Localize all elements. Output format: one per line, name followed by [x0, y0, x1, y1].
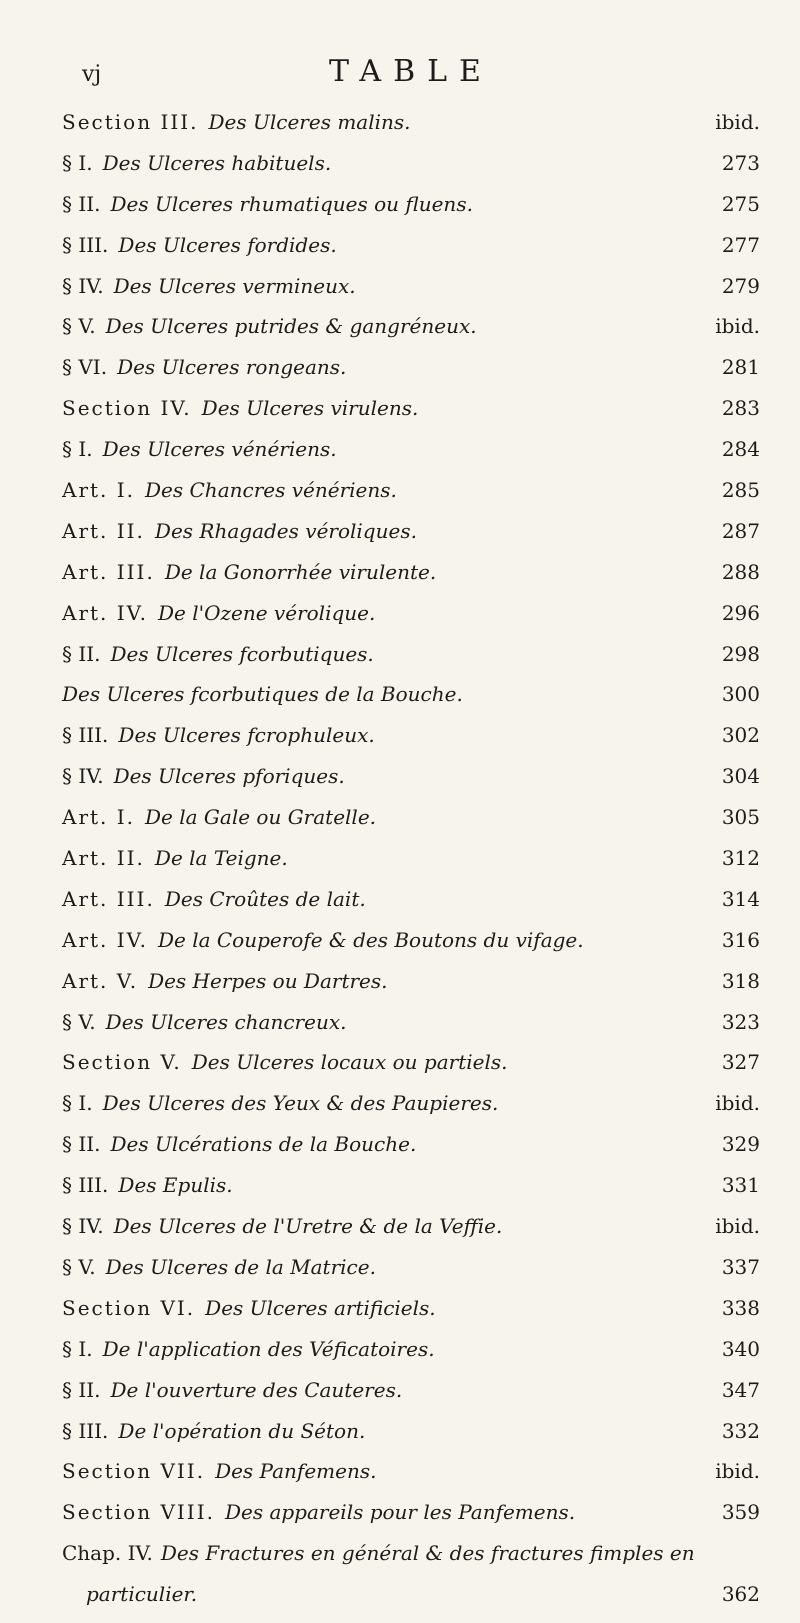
toc-entry [62, 928, 760, 969]
toc-entry [62, 355, 760, 396]
entry-label: Section VI. [62, 1295, 196, 1320]
entry-title: De la Teigne. [154, 846, 288, 871]
entry-label: Art. I. [62, 805, 136, 830]
entry-title: Des Ulceres habituels. [102, 150, 332, 175]
entry-page-number: 304 [721, 764, 760, 789]
entry-label: Section III. [62, 110, 199, 134]
entry-page-number: 314 [721, 886, 760, 911]
toc-entry [62, 846, 760, 887]
entry-title: Des Chancres vénériens. [145, 478, 397, 503]
entry-page-number: 283 [721, 396, 760, 421]
entry-title: De l'application des Véficatoires. [102, 1336, 435, 1361]
toc-entry [62, 1459, 760, 1500]
toc-entry [62, 1050, 760, 1091]
entry-label: Art. II. [62, 846, 145, 871]
entry-title: Des Ulceres locaux ou partiels. [191, 1050, 508, 1075]
entry-label: § I. [62, 1336, 93, 1361]
entry-label: § II. [62, 191, 101, 216]
entry-title: Des Ulceres virulens. [201, 396, 419, 421]
entry-page-number: 300 [721, 682, 760, 707]
entry-page-number: 323 [721, 1009, 760, 1034]
entry-page-number: 273 [721, 150, 760, 175]
entry-title: De la Gale ou Gratelle. [145, 805, 377, 830]
entry-title: Des Herpes ou Dartres. [148, 968, 388, 993]
page-header [62, 52, 760, 100]
entry-title: De l'Ozene vérolique. [157, 600, 376, 625]
entry-label: Art. V. [62, 968, 139, 993]
entry-label: Chap. IV. [62, 1541, 153, 1566]
entry-label: Art. IV. [62, 927, 148, 952]
entry-label: § III. [62, 723, 109, 748]
toc-entry [62, 1378, 760, 1419]
entry-title: De l'ouverture des Cauteres. [110, 1377, 403, 1402]
entry-page-number: 298 [721, 641, 760, 666]
running-title: TABLE [329, 54, 493, 89]
toc-entry [62, 1173, 760, 1214]
entry-title: Des Rhagades véroliques. [154, 518, 417, 543]
toc-entry [62, 642, 760, 683]
entry-page-number: 279 [721, 273, 760, 298]
entry-page-number: 305 [721, 805, 760, 830]
entry-title: Des Ulceres des Yeux & des Paupieres. [102, 1091, 499, 1116]
entry-title: Des Ulceres vermineux. [113, 273, 356, 298]
entry-page-number: 332 [721, 1418, 760, 1443]
entry-label: § V. [62, 314, 96, 339]
entry-title: Des Panfemens. [215, 1459, 377, 1484]
toc-entry [62, 274, 760, 315]
entry-page-number: 327 [721, 1050, 760, 1075]
entry-label: § IV. [62, 764, 104, 789]
toc-entry [62, 560, 760, 601]
toc-entry [62, 805, 760, 846]
entry-title: De la Gonorrhée virulente. [164, 559, 437, 584]
entry-label: Section V. [62, 1050, 182, 1075]
toc-entry [62, 437, 760, 478]
entry-page-number: 296 [721, 600, 760, 625]
toc-entry [62, 601, 760, 642]
toc-entry [62, 478, 760, 519]
toc-entry [62, 887, 760, 928]
entry-page-number: 331 [721, 1173, 760, 1198]
entry-label: Section VIII. [62, 1500, 215, 1525]
entry-label: § III. [62, 1173, 109, 1198]
entry-page-number: 287 [721, 518, 760, 543]
toc-entry [62, 110, 760, 151]
toc-entry-chapter-iv [62, 1541, 760, 1623]
entry-label: § IV. [62, 273, 104, 298]
entry-page-number: 316 [721, 927, 760, 952]
entry-title: Des Croûtes de lait. [164, 886, 366, 911]
entry-label: § II. [62, 641, 101, 666]
entry-title: Des appareils pour les Panfemens. [224, 1500, 576, 1525]
toc-entry [62, 396, 760, 437]
entry-label: § III. [62, 1418, 109, 1443]
toc-entry [62, 233, 760, 274]
table-of-contents [62, 110, 760, 1541]
entry-page-number: ibid. [715, 1214, 760, 1239]
entry-label: § V. [62, 1009, 96, 1034]
toc-entry [62, 1419, 760, 1460]
entry-page-number: ibid. [715, 1459, 760, 1484]
entry-label: Section VII. [62, 1459, 206, 1484]
toc-entry [62, 764, 760, 805]
entry-label: Art. I. [62, 478, 136, 503]
entry-title: Des Ulceres malins. [208, 110, 411, 134]
entry-page-number: 362 [721, 1582, 760, 1607]
entry-page-number: 302 [721, 723, 760, 748]
entry-page-number: 275 [721, 191, 760, 216]
toc-entry [62, 723, 760, 764]
entry-page-number: 340 [721, 1336, 760, 1361]
entry-label: Section IV. [62, 396, 192, 421]
entry-page-number: 312 [721, 846, 760, 871]
entry-page-number: 338 [721, 1295, 760, 1320]
entry-label: Art. II. [62, 518, 145, 543]
entry-title: Des Ulceres pforiques. [113, 764, 345, 789]
entry-label: § I. [62, 437, 93, 462]
entry-page-number: 359 [721, 1500, 760, 1525]
entry-page-number: 285 [721, 478, 760, 503]
entry-page-number: 288 [721, 559, 760, 584]
entry-page-number: 337 [721, 1254, 760, 1279]
toc-entry [62, 1010, 760, 1051]
entry-label: Art. IV. [62, 600, 148, 625]
entry-page-number: ibid. [715, 1091, 760, 1116]
folio-number: vj [82, 62, 102, 87]
entry-page-number: 281 [721, 355, 760, 380]
toc-entry [62, 192, 760, 233]
entry-title: Des Fractures en général & des fractures fimples en [160, 1541, 695, 1566]
entry-label: Art. III. [62, 886, 155, 911]
entry-page-number: 284 [721, 437, 760, 462]
toc-entry [62, 1214, 760, 1255]
entry-label: § I. [62, 1091, 93, 1116]
toc-entry [62, 682, 760, 723]
entry-title: De l'opération du Séton. [118, 1418, 366, 1443]
toc-entry [62, 314, 760, 355]
entry-label: § IV. [62, 1214, 104, 1239]
entry-page-number: ibid. [715, 110, 760, 134]
entry-title: De la Couperofe & des Boutons du vifage. [157, 927, 584, 952]
toc-entry [62, 519, 760, 560]
entry-title: Des Ulceres fcrophuleux. [118, 723, 375, 748]
entry-title: Des Ulceres rongeans. [117, 355, 347, 380]
entry-page-number: 329 [721, 1132, 760, 1157]
entry-label: § V. [62, 1254, 96, 1279]
entry-label: Art. III. [62, 559, 155, 584]
entry-title: Des Ulceres de la Matrice. [105, 1254, 376, 1279]
entry-title: Des Ulceres vénériens. [102, 437, 337, 462]
toc-entry [62, 969, 760, 1010]
entry-title: Des Ulceres fordides. [118, 232, 337, 257]
toc-entry [62, 1296, 760, 1337]
entry-title: Des Ulceres de l'Uretre & de la Veffie. [113, 1214, 503, 1239]
entry-label: § II. [62, 1377, 101, 1402]
toc-entry [62, 1255, 760, 1296]
toc-entry [62, 1337, 760, 1378]
entry-title: Des Ulcérations de la Bouche. [110, 1132, 417, 1157]
entry-title: Des Ulceres putrides & gangréneux. [105, 314, 477, 339]
entry-page-number: 277 [721, 232, 760, 257]
toc-entry [62, 1091, 760, 1132]
entry-title: Des Ulceres rhumatiques ou fluens. [110, 191, 473, 216]
entry-label: § I. [62, 150, 93, 175]
entry-title: Des Ulceres fcorbutiques. [110, 641, 374, 666]
entry-page-number: 318 [721, 968, 760, 993]
entry-label: § III. [62, 232, 109, 257]
entry-label: § VI. [62, 355, 108, 380]
entry-title: Des Epulis. [118, 1173, 233, 1198]
entry-title: Des Ulceres fcorbutiques de la Bouche. [62, 682, 463, 707]
entry-page-number: ibid. [715, 314, 760, 339]
entry-label: § II. [62, 1132, 101, 1157]
entry-title-continuation: particulier. [86, 1582, 198, 1607]
entry-title: Des Ulceres artificiels. [205, 1295, 436, 1320]
toc-entry [62, 151, 760, 192]
entry-page-number: 347 [721, 1377, 760, 1402]
toc-entry [62, 1132, 760, 1173]
toc-entry [62, 1500, 760, 1541]
entry-title: Des Ulceres chancreux. [105, 1009, 347, 1034]
